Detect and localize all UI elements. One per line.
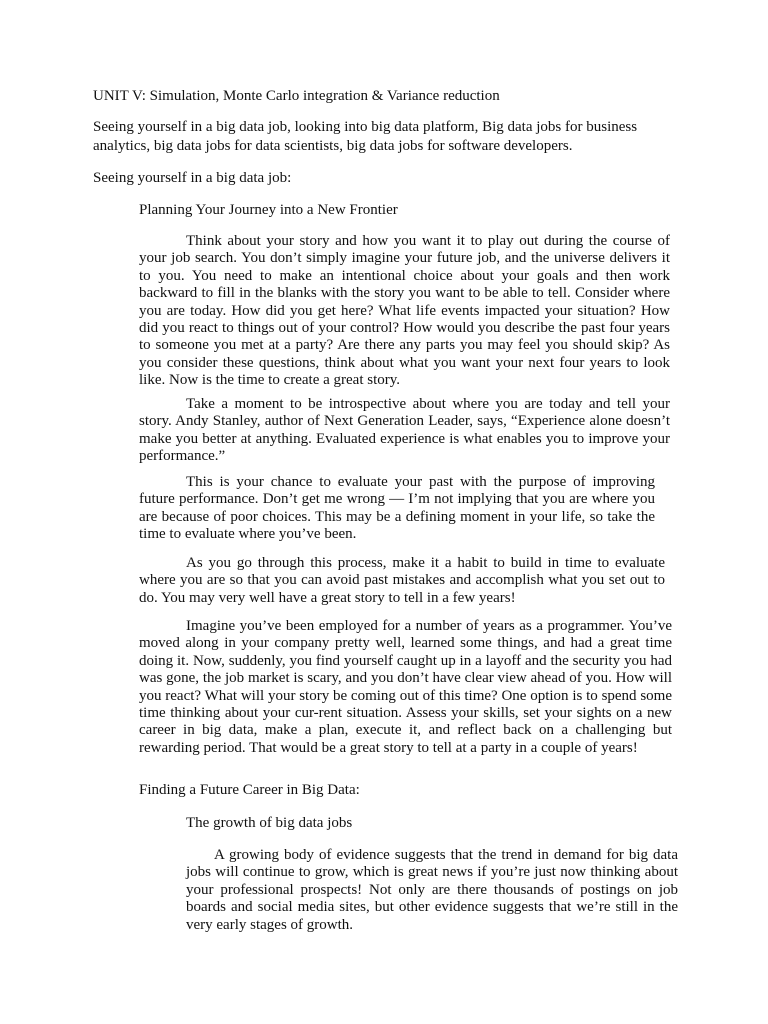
- intro-line-2: analytics, big data jobs for data scientists, big data jobs for software developers.: [93, 138, 573, 154]
- subsection-heading-planning-journey: Planning Your Journey into a New Frontier: [139, 202, 398, 218]
- intro-line-1: Seeing yourself in a big data job, looking into big data platform, Big data jobs for business: [93, 119, 638, 135]
- paragraph-build-in-time: As you go through this process, make it a habit to build in time to evaluate where you are so that you can avoid past mistakes and accomplish what you set out to do. You may very well have a great story to tell in a few years!: [139, 555, 665, 606]
- paragraph-your-story: Think about your story and how you want it to play out during the course of your job search. You don’t simply imagine your future job, and the universe delivers it to you. You need to make an intentional choice about your goals and then work backward to fill in the blanks with the story you want to be able to tell. Consider where you are today. How did you get here? What life events impacted your situation? How did you react to things out of your control? How would you describe the past four years to someone you met at a party? Are there any parts you may feel you should skip? As you consider these questions, think about what you want your next four years to look like. Now is the time to create a great story.: [139, 233, 670, 389]
- section-heading-big-data-job: Seeing yourself in a big data job:: [93, 170, 292, 186]
- section-heading-future-career: Finding a Future Career in Big Data:: [139, 782, 360, 798]
- paragraph-imagine-programmer: Imagine you’ve been employed for a number of years as a programmer. You’ve moved along in your company pretty well, learned some things, and had a great time doing it. Now, suddenly, you find yourself caught up in a layoff and the security you had was gone, the job market is scary, and you don’t have clear view ahead of you. How will you react? What will your story be coming out of this time? One option is to spend some time thinking about your cur-rent situation. Assess your skills, set your sights on a new career in big data, make a plan, execute it, and reflect back on a challenging but rewarding period. That would be a great story to tell at a party in a couple of years!: [139, 618, 672, 756]
- paragraph-growth-evidence: A growing body of evidence suggests that the trend in demand for big data jobs will continue to grow, which is great news if you’re just now thinking about your professional prospects! Not only are there thousands of postings on job boards and social media sites, but other evidence suggests that we’re still in the very early stages of growth.: [186, 847, 678, 933]
- paragraph-evaluate-past: This is your chance to evaluate your past with the purpose of improving future performance. Don’t get me wrong — I’m not implying that you are where you are because of poor choices. This may be a defining moment in your life, so take the time to evaluate where you’ve been.: [139, 474, 655, 543]
- subsection-heading-growth: The growth of big data jobs: [186, 815, 353, 831]
- unit-title: UNIT V: Simulation, Monte Carlo integration & Variance reduction: [93, 88, 500, 104]
- paragraph-introspective: Take a moment to be introspective about where you are today and tell your story. Andy Stanley, author of Next Generation Leader, says, “Experience alone doesn’t make you better at anything. Evaluated experience is what enables you to improve your performance.”: [139, 396, 670, 465]
